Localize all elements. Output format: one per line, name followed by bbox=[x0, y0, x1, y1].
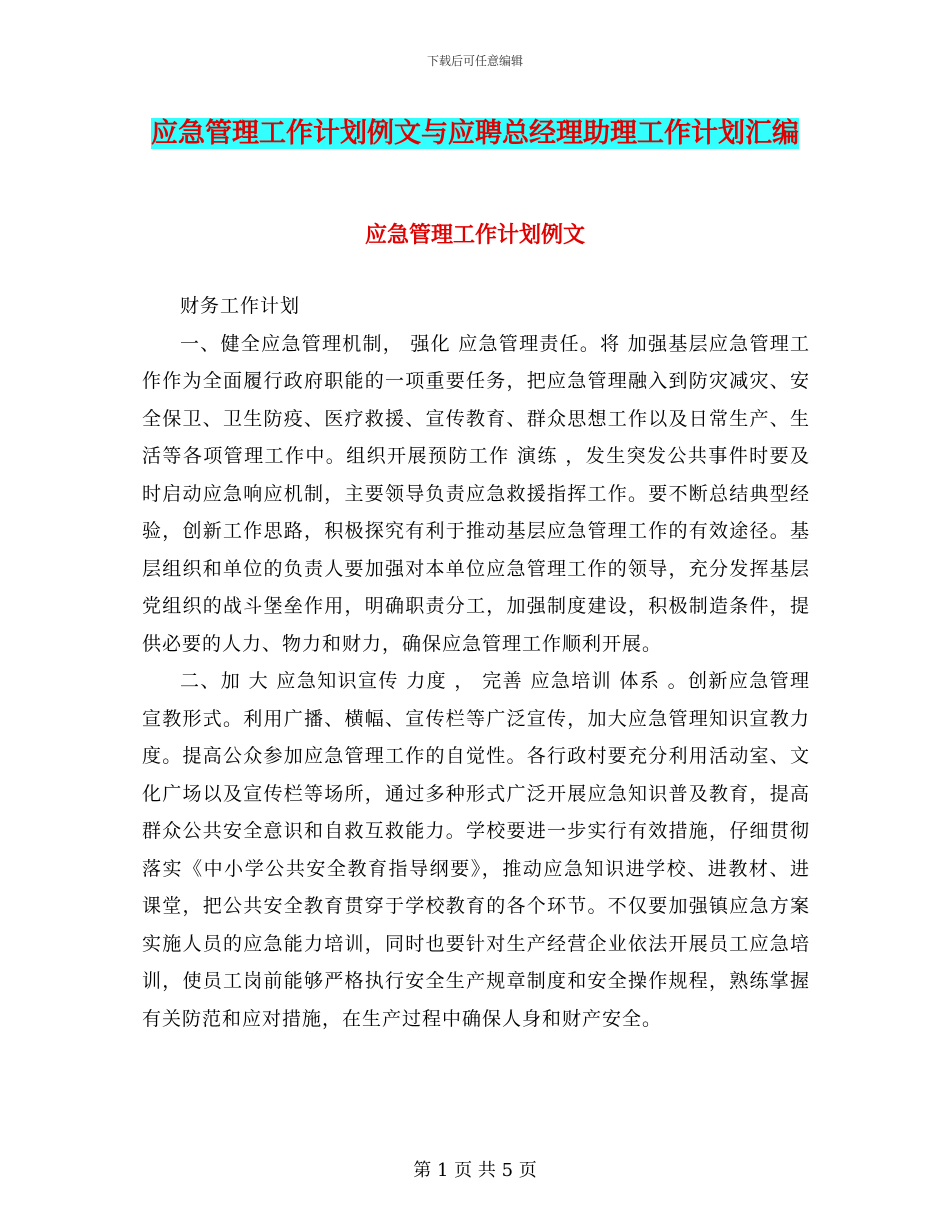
section-title: 应急管理工作计划例文 bbox=[364, 223, 585, 248]
paragraph: 二、加 大 应急知识宣传 力度 ， 完善 应急培训 体系 。创新应急管理宣教形式。利用广播、横幅、宣传栏等广泛宣传，加大应急管理知识宣教力度。提高公众参加应急管理工作的自觉性。各行政村要充分利用活动室、文化广场以及宣传栏等场所，通过多种形式广泛开展应急知识普及教育，提高群众公共安全意识和自救互救能力。学校要进一步实行有效措施，仔细贯彻落实《中小学公共安全教育指导纲要》，推动应急知识进学校、进教材、进课堂，把公共安全教育贯穿于学校教育的各个环节。不仅要加强镇应急方案实施人员的应急能力培训，同时也要针对生产经营企业依法开展员工应急培训，使员工岗前能够严格执行安全生产规章制度和安全操作规程，熟练掌握有关防范和应对措施，在生产过程中确保人身和财产安全。 bbox=[142, 670, 810, 1030]
paragraph: 一、健全应急管理机制， 强化 应急管理责任。将 加强基层应急管理工作作为全面履行政府职能的一项重要任务，把应急管理融入到防灾减灾、安全保卫、卫生防疫、医疗救援、宣传教育、群众思想工作以及日常生产、生活等各项管理工作中。组织开展预防工作 演练 ，发生突发公共事件时要及时启动应急响应机制，主要领导负责应急救援指挥工作。要不断总结典型经验，创新工作思路，积极探究有利于推动基层应急管理工作的有效途径。基层组织和单位的负责人要加强对本单位应急管理工作的领导，充分发挥基层党组织的战斗堡垒作用，明确职责分工，加强制度建设，积极制造条件，提供必要的人力、物力和财力，确保应急管理工作顺利开展。 bbox=[142, 332, 810, 655]
page-footer: 第 1 页 共 5 页 bbox=[413, 1160, 537, 1181]
paragraph-heading: 财务工作计划 bbox=[180, 295, 301, 317]
header-note: 下载后可任意编辑 bbox=[426, 54, 523, 68]
document-body bbox=[142, 288, 810, 1038]
document-title bbox=[0, 108, 950, 160]
document-title-text: 应急管理工作计划例文与应聘总经理助理工作计划汇编 bbox=[151, 118, 799, 149]
